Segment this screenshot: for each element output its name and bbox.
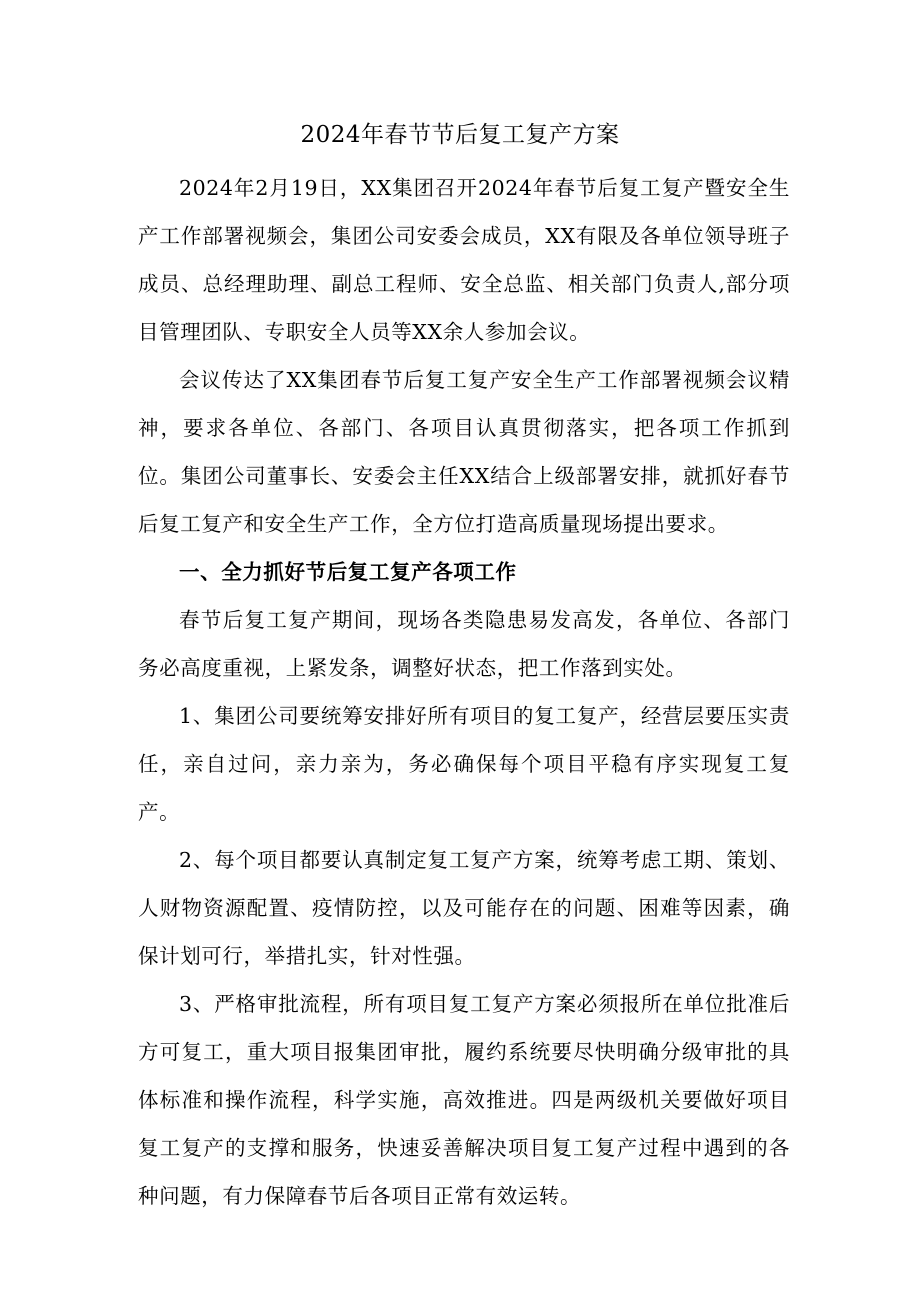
document-title: 2024年春节节后复工复产方案 <box>300 122 620 148</box>
paragraph-section-intro: 春节后复工复产期间，现场各类隐患易发高发，各单位、各部门务必高度重视，上紧发条，调整好状态，把工作落到实处。 <box>138 608 790 680</box>
document-body <box>138 164 790 1220</box>
paragraph-meeting-content: 会议传达了XX集团春节后复工复产安全生产工作部署视频会议精神，要求各单位、各部门、各项目认真贯彻落实，把各项工作抓到位。集团公司董事长、安委会主任XX结合上级部署安排，就抓好春节后复工复产和安全生产工作，全方位打造高质量现场提出要求。 <box>138 368 790 536</box>
paragraph-item-1: 1、集团公司要统筹安排好所有项目的复工复产，经营层要压实责任，亲自过问，亲力亲为，务必确保每个项目平稳有序实现复工复产。 <box>138 704 790 824</box>
paragraph-item-3: 3、严格审批流程，所有项目复工复产方案必须报所在单位批准后方可复工，重大项目报集团审批，履约系统要尽快明确分级审批的具体标准和操作流程，科学实施，高效推进。四是两级机关要做好项目复工复产的支撑和服务，快速妥善解决项目复工复产过程中遇到的各种问题，有力保障春节后各项目正常有效运转。 <box>138 992 790 1208</box>
section-heading-1: 一、全力抓好节后复工复产各项工作 <box>179 560 517 584</box>
paragraph-item-2: 2、每个项目都要认真制定复工复产方案，统筹考虑工期、策划、人财物资源配置、疫情防控，以及可能存在的问题、困难等因素，确保计划可行，举措扎实，针对性强。 <box>138 848 790 968</box>
paragraph-meeting-intro: 2024年2月19日，XX集团召开2024年春节后复工复产暨安全生产工作部署视频会，集团公司安委会成员，XX有限及各单位领导班子成员、总经理助理、副总工程师、安全总监、相关部门负责人,部分项目管理团队、专职安全人员等XX余人参加会议。 <box>138 176 790 344</box>
